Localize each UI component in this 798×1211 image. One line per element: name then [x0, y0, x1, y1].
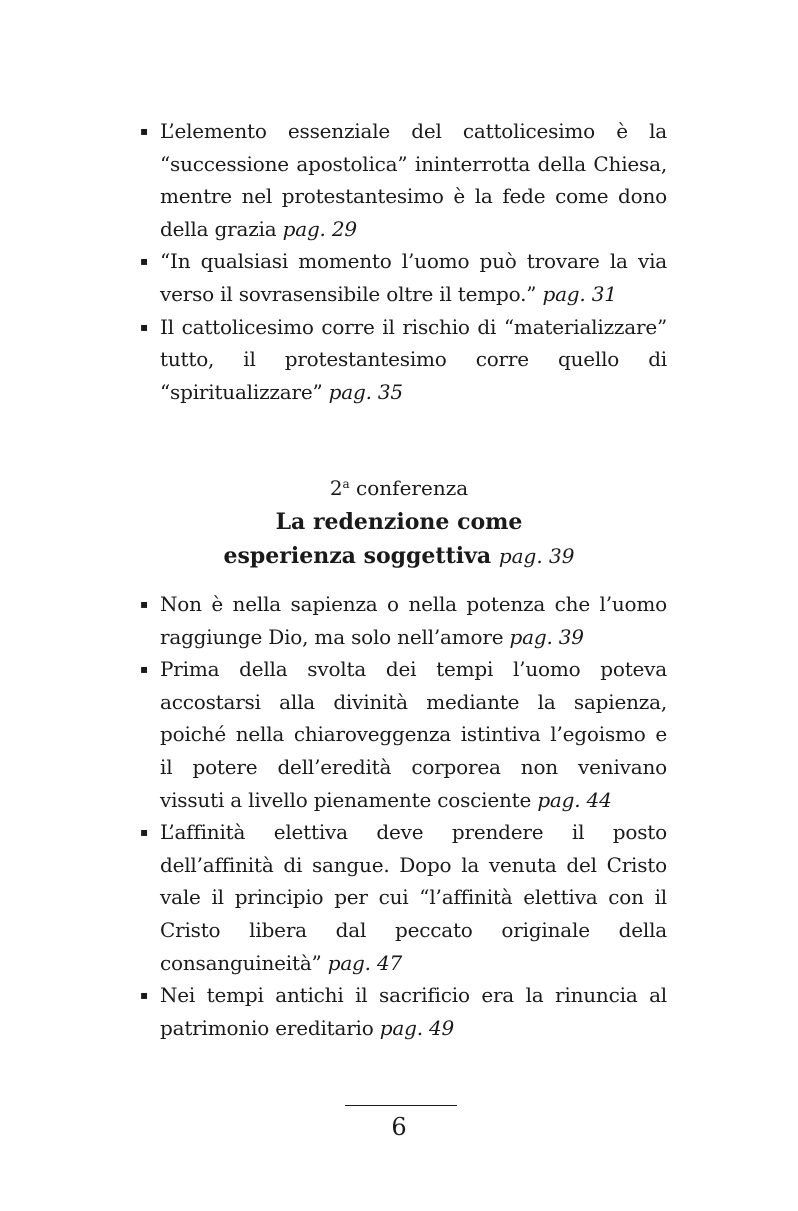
- bullet-icon: ▪: [140, 254, 148, 269]
- title-line-1: La redenzione come: [275, 509, 523, 535]
- list-item: [140, 311, 667, 409]
- bullet-icon: ▪: [140, 825, 148, 840]
- item-text: “In qualsiasi momento l’uomo può trovare la via verso il sovrasensibile oltre il tempo.”: [160, 249, 667, 306]
- list-item: [140, 979, 667, 1044]
- item-text: Il cattolicesimo corre il rischio di “materializzare” tutto, il protestantesimo corre quello di “spiritualizzare”: [160, 314, 667, 404]
- footer-rule: [345, 1105, 457, 1106]
- list-item: [140, 653, 667, 816]
- page-reference: pag. 31: [542, 281, 617, 306]
- summary-list-2: [140, 588, 667, 1044]
- list-item: [140, 816, 667, 979]
- title-line-2: esperienza soggettiva: [223, 543, 492, 569]
- bullet-icon: ▪: [140, 662, 148, 677]
- page-reference: pag. 39: [509, 624, 584, 649]
- title-page-reference: pag. 39: [498, 544, 575, 568]
- conference-number: 2: [329, 476, 343, 500]
- summary-list-1: [140, 115, 667, 408]
- page-reference: pag. 35: [328, 379, 403, 404]
- item-text: L’affinità elettiva deve prendere il posto dell’affinità di sangue. Dopo la venuta del Cristo vale il principio per cui “l’affinità elettiva con il Cristo libera dal peccato originale della consanguineità”: [160, 820, 667, 975]
- conference-ordinal: a: [342, 477, 350, 491]
- conference-word: conferenza: [349, 476, 469, 500]
- page-reference: pag. 47: [327, 950, 403, 975]
- page-number: 6: [391, 1113, 407, 1141]
- bullet-icon: ▪: [140, 988, 148, 1003]
- list-item: [140, 115, 667, 245]
- page-reference: pag. 49: [379, 1015, 455, 1040]
- item-text: Nei tempi antichi il sacrificio era la rinuncia al patrimonio ereditario: [160, 983, 667, 1040]
- chapter-title: [0, 505, 798, 573]
- bullet-icon: ▪: [140, 124, 148, 138]
- list-item: [140, 245, 667, 310]
- list-item: [140, 588, 667, 653]
- bullet-icon: ▪: [140, 597, 148, 611]
- item-text: Prima della svolta dei tempi l’uomo poteva accostarsi alla divinità mediante la sapienza, poiché nella chiaroveggenza istintiva l’egoismo e il potere dell’eredità corporea non venivano vissuti a livello pienamente cosciente: [160, 657, 667, 812]
- page-reference: pag. 44: [537, 787, 612, 812]
- bullet-icon: ▪: [140, 319, 148, 334]
- conference-label: [0, 470, 798, 502]
- item-text: Non è nella sapienza o nella potenza che l’uomo raggiunge Dio, ma solo nell’amore: [160, 592, 667, 649]
- page-reference: pag. 29: [282, 216, 357, 241]
- item-text: L’elemento essenziale del cattolicesimo è la “successione apostolica” ininterrotta della Chiesa, mentre nel protestantesimo è la fede come dono della grazia: [160, 119, 667, 241]
